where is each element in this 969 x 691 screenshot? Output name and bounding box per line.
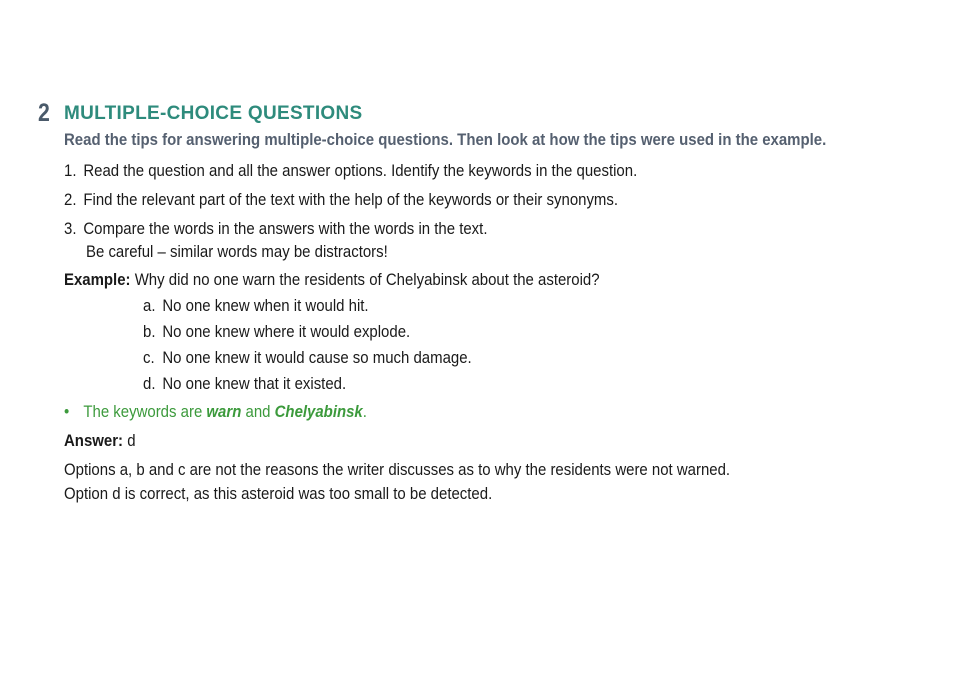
example-question	[64, 270, 600, 290]
example-label: Example:	[64, 270, 131, 289]
answer-line	[64, 431, 136, 451]
keywords-note	[64, 402, 367, 422]
tip-2	[64, 190, 618, 210]
option-letter: a.	[143, 296, 156, 315]
option-letter: c.	[143, 348, 155, 367]
question-text: Why did no one warn the residents of Chelyabinsk about the asteroid?	[134, 270, 600, 289]
option-text: No one knew it would cause so much damage.	[162, 348, 472, 367]
keyword-warn: warn	[206, 402, 242, 421]
option-d	[143, 374, 346, 394]
tip-1	[64, 161, 637, 181]
tip-text: Find the relevant part of the text with the help of the keywords or their synonyms.	[83, 190, 619, 209]
explanation-line-2: Option d is correct, as this asteroid was too small to be detected.	[64, 484, 493, 503]
section-title: MULTIPLE-CHOICE QUESTIONS	[64, 103, 363, 124]
section-number: 2	[38, 99, 50, 127]
option-letter: d.	[143, 374, 156, 393]
option-b	[143, 322, 410, 342]
section-intro: Read the tips for answering multiple-choice questions. Then look at how the tips were used in the example.	[64, 130, 827, 149]
keywords-suffix: .	[362, 402, 367, 421]
option-text: No one knew when it would hit.	[162, 296, 369, 315]
tip-text: Compare the words in the answers with the words in the text.	[83, 219, 488, 238]
explanation-line-1: Options a, b and c are not the reasons the writer discusses as to why the residents were not warned.	[64, 460, 731, 479]
tip-text: Read the question and all the answer options. Identify the keywords in the question.	[83, 161, 638, 180]
bullet-icon: •	[64, 402, 70, 421]
answer-label: Answer:	[64, 431, 124, 450]
option-c	[143, 348, 472, 368]
answer-value: d	[127, 431, 136, 450]
keyword-chelyabinsk: Chelyabinsk	[274, 402, 363, 421]
option-a	[143, 296, 369, 316]
tip-number: 2.	[64, 190, 77, 209]
tip-number: 3.	[64, 219, 77, 238]
option-text: No one knew where it would explode.	[162, 322, 411, 341]
keywords-and: and	[241, 402, 275, 421]
tip-3	[64, 219, 487, 239]
option-letter: b.	[143, 322, 156, 341]
tip-3-continuation: Be careful – similar words may be distractors!	[86, 242, 388, 261]
option-text: No one knew that it existed.	[162, 374, 347, 393]
tip-number: 1.	[64, 161, 77, 180]
keywords-prefix: The keywords are	[83, 402, 207, 421]
